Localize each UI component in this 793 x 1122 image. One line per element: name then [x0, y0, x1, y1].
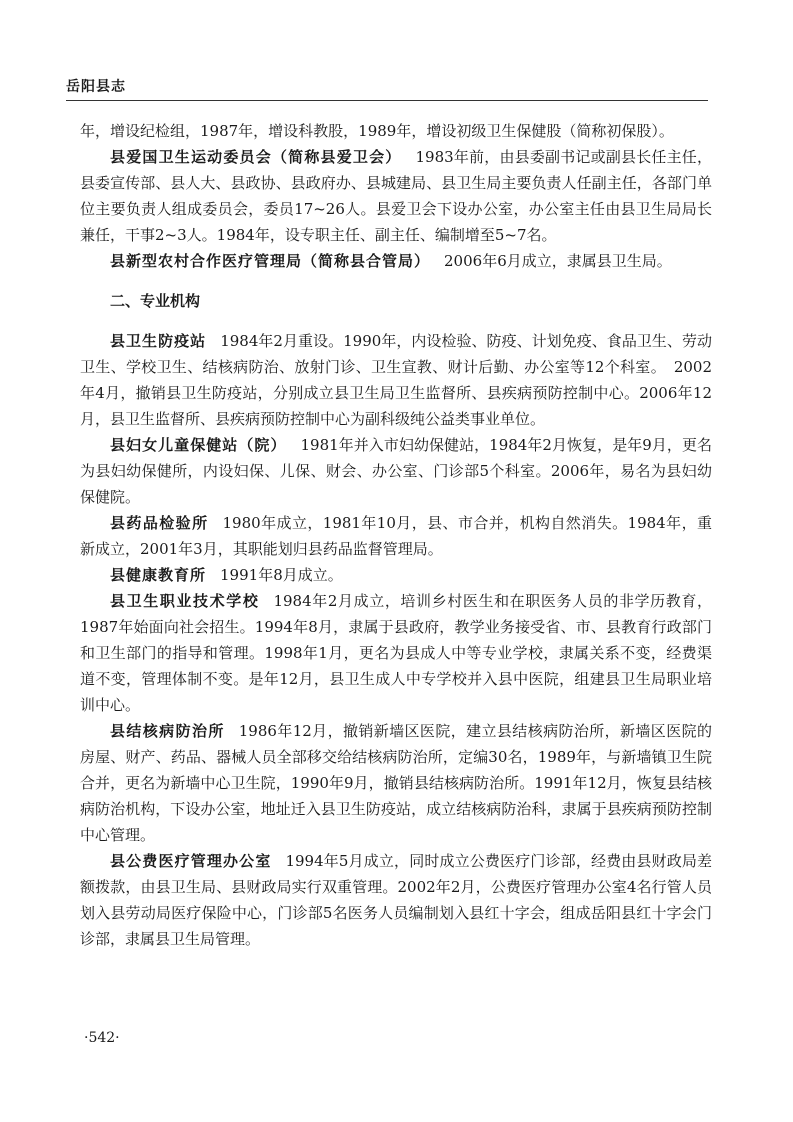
- paragraph-jiankang: [80, 562, 712, 588]
- entry-term: 县妇女儿童保健站（院）: [110, 436, 287, 454]
- entry-text: 1981年并入市妇幼保健站，1984年2月恢复，是年9月，更名为县妇幼保健所，内设妇保、儿保、财会、办公室、门诊部5个科室。2006年，易名为县妇幼保健院。: [80, 436, 712, 506]
- body-text: [80, 118, 712, 952]
- paragraph-fangyizhan: [80, 328, 712, 432]
- entry-term: 县爱国卫生运动委员会（简称县爱卫会）: [110, 148, 402, 166]
- entry-term: 县健康教育所: [110, 566, 207, 584]
- paragraph-continuation: 年，增设纪检组，1987年，增设科教股，1989年，增设初级卫生保健股（简称初保股）。: [80, 122, 674, 140]
- entry-text: 1991年8月成立。: [220, 566, 343, 584]
- entry-text: 1980年成立，1981年10月，县、市合并，机构自然消失。1984年，重新成立，2001年3月，其职能划归县药品监督管理局。: [80, 514, 712, 558]
- entry-term: 县卫生防疫站: [110, 332, 207, 350]
- entry-text: 1984年2月重设。1990年，内设检验、防疫、计划免疫、食品卫生、劳动卫生、学校卫生、结核病防治、放射门诊、卫生宣教、财计后勤、办公室等12个科室。 2002年4月，撤销县卫生防疫站，分别成立县卫生局卫生监督所、县疾病预防控制中心。2006年12月，县卫生监督所、县疾病预防控制中心为副科级纯公益类事业单位。: [80, 332, 712, 428]
- entry-term: 县公费医疗管理办公室: [110, 852, 272, 870]
- entry-text: 1984年2月成立，培训乡村医生和在职医务人员的非学历教育，1987年始面向社会招生。1994年8月，隶属于县政府，教学业务接受省、市、县教育行政部门和卫生部门的指导和管理。1998年1月，更名为县成人中等专业学校，隶属关系不变，经费渠道不变，管理体制不变。是年12月，县卫生成人中专学校并入县中医院，组建县卫生局职业培训中心。: [80, 592, 712, 714]
- entry-term: 县新型农村合作医疗管理局（简称县合管局）: [110, 252, 431, 270]
- paragraph-jiefang: [80, 718, 712, 848]
- paragraph-zhixiao: [80, 588, 712, 718]
- entry-text: 2006年6月成立，隶属县卫生局。: [444, 252, 672, 270]
- entry-text: 1994年5月成立，同时成立公费医疗门诊部，经费由县财政局差额拨款，由县卫生局、县财政局实行双重管理。2002年2月，公费医疗管理办公室4名行管人员划入县劳动局医疗保险中心，门诊部5名医务人员编制划入县红十字会，组成岳阳县红十字会门诊部，隶属县卫生局管理。: [80, 852, 712, 948]
- page-header: [66, 64, 708, 101]
- paragraph-aiweihui: [80, 144, 712, 248]
- paragraph-fuyou: [80, 432, 712, 510]
- paragraph-heguanju: [80, 248, 712, 274]
- entry-term: 县药品检验所: [110, 514, 209, 532]
- entry-term: 县卫生职业技术学校: [110, 592, 260, 610]
- entry-text: 1986年12月，撤销新墙区医院，建立县结核病防治所，新墙区医院的房屋、财产、药品、器械人员全部移交给结核病防治所，定编30名，1989年，与新墙镇卫生院合并，更名为新墙中心卫生院，1990年9月，撤销县结核病防治所。1991年12月，恢复县结核病防治机构，下设办公室，地址迁入县卫生防疫站，成立结核病防治科，隶属于县疾病预防控制中心管理。: [80, 722, 712, 844]
- paragraph-gongfei: [80, 848, 712, 952]
- section-heading: 二、专业机构: [110, 292, 201, 310]
- page-number: ·542·: [84, 1030, 120, 1046]
- book-title: 岳阳县志: [66, 79, 126, 95]
- paragraph-yaojian: [80, 510, 712, 562]
- entry-text: 1983年前，由县委副书记或副县长任主任，县委宣传部、县人大、县政协、县政府办、县城建局、县卫生局主要负责人任副主任，各部门单位主要负责人组成委员会，委员17~26人。县爱卫会下设办公室，办公室主任由县卫生局局长兼任，干事2~3人。1984年，设专职主任、副主任、编制增至5~7名。: [80, 148, 712, 244]
- entry-term: 县结核病防治所: [110, 722, 225, 740]
